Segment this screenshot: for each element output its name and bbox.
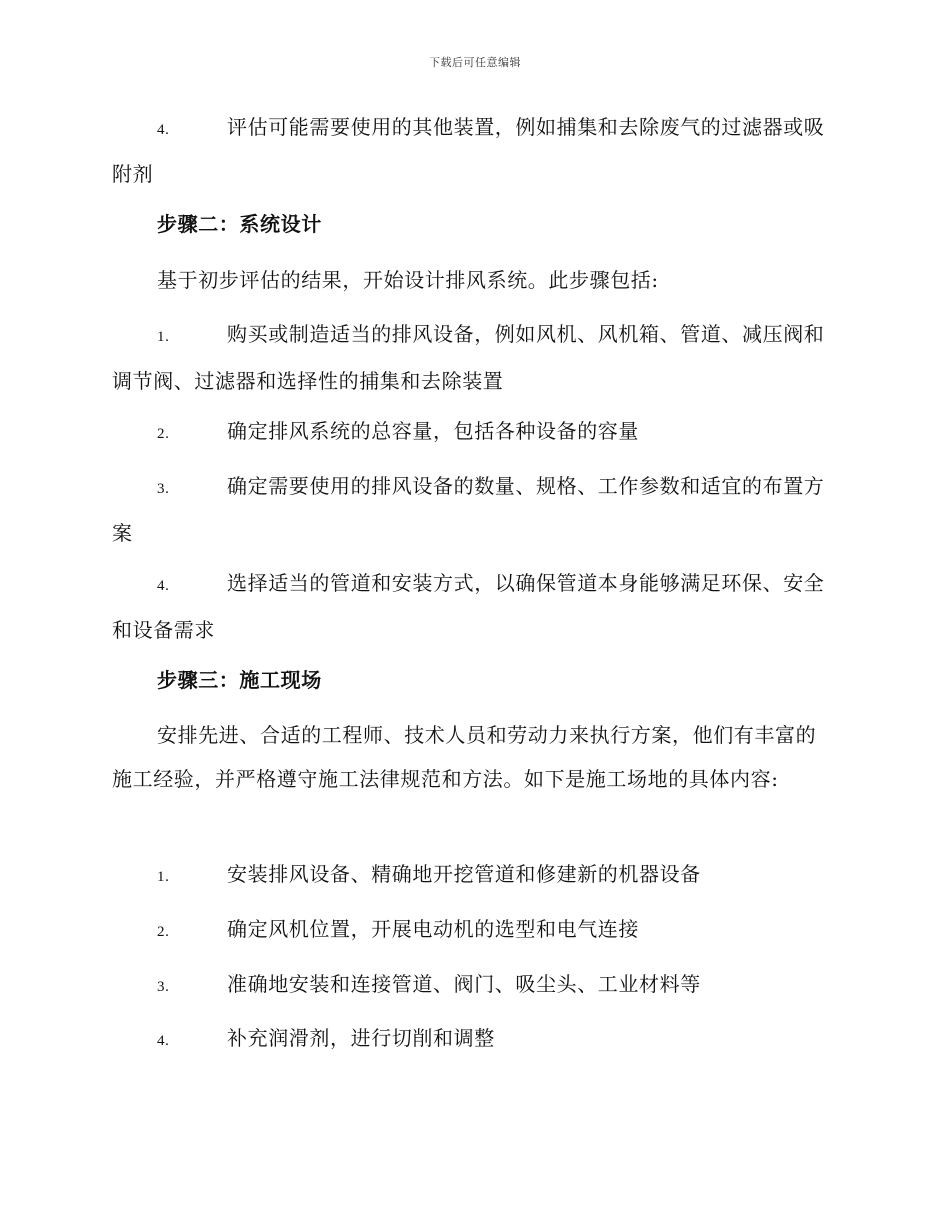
list-item-text: 购买或制造适当的排风设备，例如风机、风机箱、管道、减压阀和调节阀、过滤器和选择性的捕集和去除装置	[112, 322, 825, 393]
list-item-number: 2.	[157, 924, 170, 940]
list-item-number: 1.	[157, 329, 170, 345]
list-item-number: 3.	[157, 979, 170, 995]
list-item-text: 确定排风系统的总容量，包括各种设备的容量	[227, 419, 639, 443]
page-header: 下载后可任意编辑	[429, 56, 521, 69]
list-item	[112, 852, 834, 899]
list-item	[112, 907, 834, 954]
list-item-number: 1.	[157, 869, 170, 885]
list-item-text: 评估可能需要使用的其他装置，例如捕集和去除废气的过滤器或吸附剂	[112, 115, 825, 186]
list-item	[112, 312, 834, 403]
list-item	[112, 561, 834, 652]
list-item	[112, 409, 834, 456]
section-heading-step2: 步骤二：系统设计	[157, 212, 322, 236]
list-item	[112, 464, 834, 555]
list-item-number: 4.	[157, 122, 170, 138]
list-item-text: 确定风机位置，开展电动机的选型和电气连接	[227, 917, 639, 941]
list-item	[112, 962, 834, 1009]
section-heading-step3: 步骤三：施工现场	[157, 668, 322, 692]
list-item-number: 3.	[157, 481, 170, 497]
section-intro-step2: 基于初步评估的结果，开始设计排风系统。此步骤包括:	[157, 268, 659, 292]
list-item	[112, 1016, 834, 1063]
list-item-number: 4.	[157, 578, 170, 594]
list-item	[112, 105, 834, 196]
list-item-number: 2.	[157, 426, 170, 442]
list-item-number: 4.	[157, 1033, 170, 1049]
list-item-text: 确定需要使用的排风设备的数量、规格、工作参数和适宜的布置方案	[112, 474, 825, 545]
list-item-text: 补充润滑剂，进行切削和调整	[227, 1026, 495, 1050]
list-item-text: 安装排风设备、精确地开挖管道和修建新的机器设备	[227, 862, 701, 886]
list-item-text: 选择适当的管道和安装方式，以确保管道本身能够满足环保、安全和设备需求	[112, 571, 825, 642]
list-item-text: 准确地安装和连接管道、阀门、吸尘头、工业材料等	[227, 972, 701, 996]
section-intro-step3: 安排先进、合适的工程师、技术人员和劳动力来执行方案，他们有丰富的施工经验，并严格遵守施工法律规范和方法。如下是施工场地的具体内容:	[112, 723, 817, 791]
